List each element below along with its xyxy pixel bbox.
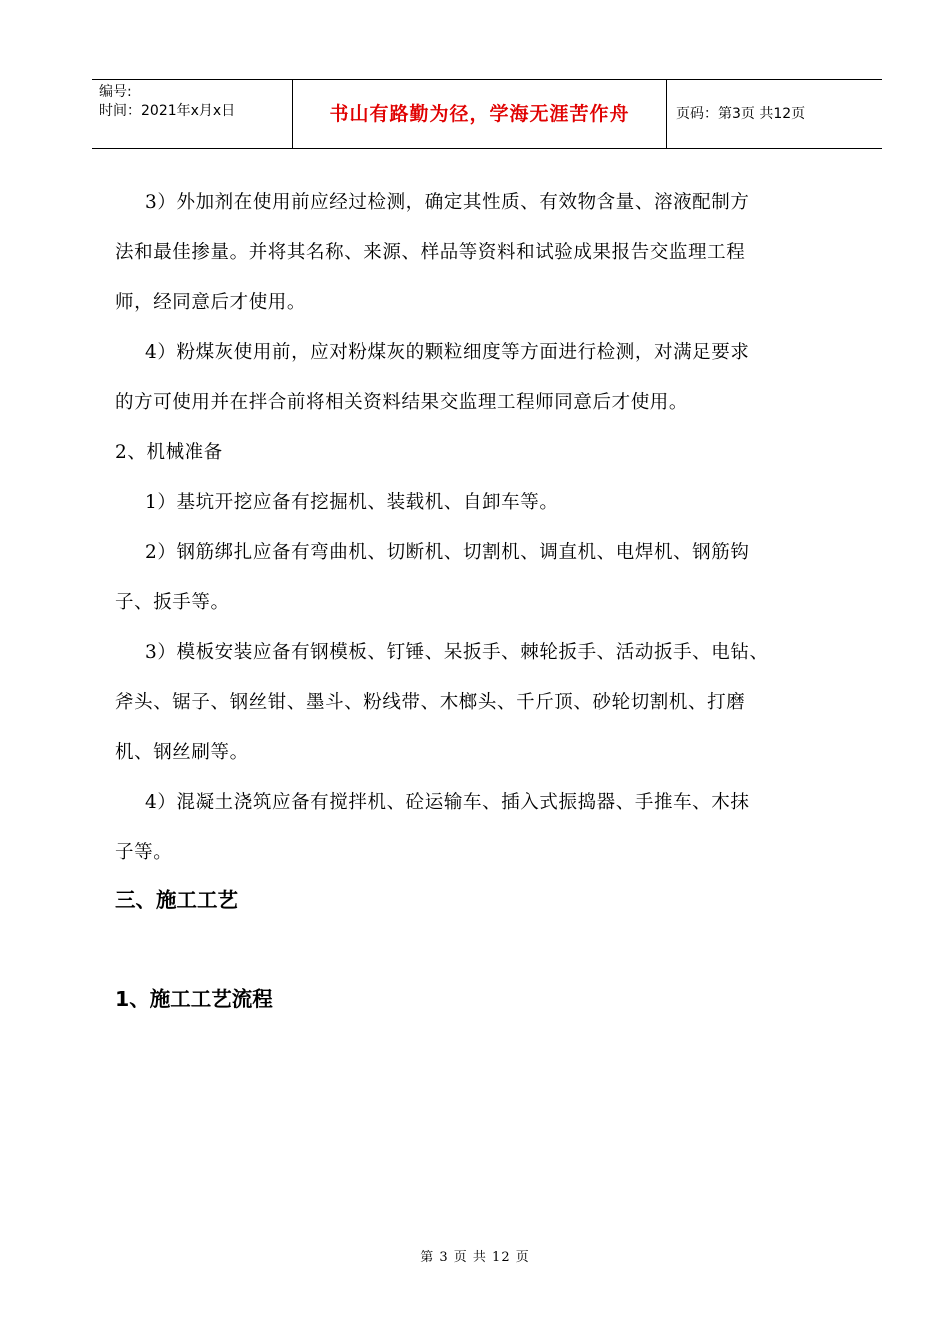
- paragraph-line: 1）基坑开挖应备有挖掘机、装载机、自卸车等。: [145, 492, 559, 513]
- subsection-heading: 1、施工工艺流程: [115, 987, 273, 1011]
- time-label: 时间：2021年x月x日: [99, 103, 236, 119]
- paragraph-line: 2）钢筋绑扎应备有弯曲机、切断机、切割机、调直机、电焊机、钢筋钩: [145, 542, 750, 563]
- paragraph-line: 师，经同意后才使用。: [115, 292, 307, 313]
- section-heading: 三、施工工艺: [115, 888, 238, 912]
- list-heading: 2、机械准备: [115, 442, 223, 463]
- paragraph-line: 法和最佳掺量。并将其名称、来源、样品等资料和试验成果报告交监理工程: [115, 242, 746, 263]
- paragraph-line: 斧头、锯子、钢丝钳、墨斗、粉线带、木榔头、千斤顶、砂轮切割机、打磨: [115, 692, 746, 713]
- paragraph-line: 4）粉煤灰使用前，应对粉煤灰的颗粒细度等方面进行检测，对满足要求: [145, 342, 750, 363]
- paragraph-line: 4）混凝土浇筑应备有搅拌机、砼运输车、插入式振捣器、手推车、木抹: [145, 792, 750, 813]
- header-left-cell: [92, 80, 293, 148]
- paragraph-line: 子等。: [115, 842, 173, 863]
- paragraph-line: 3）外加剂在使用前应经过检测，确定其性质、有效物含量、溶液配制方: [145, 192, 750, 213]
- header-page-label: 页码：第3页 共12页: [676, 106, 806, 122]
- page-header: [92, 79, 882, 149]
- paragraph-line: 机、钢丝刷等。: [115, 742, 249, 763]
- page-footer: 第 3 页 共 12 页: [420, 1250, 530, 1265]
- header-motto: 书山有路勤为径，学海无涯苦作舟: [293, 80, 667, 148]
- paragraph-line: 子、扳手等。: [115, 592, 230, 613]
- number-label: 编号:: [99, 84, 132, 100]
- paragraph-line: 的方可使用并在拌合前将相关资料结果交监理工程师同意后才使用。: [115, 392, 689, 413]
- paragraph-line: 3）模板安装应备有钢模板、钉锤、呆扳手、棘轮扳手、活动扳手、电钻、: [145, 642, 769, 663]
